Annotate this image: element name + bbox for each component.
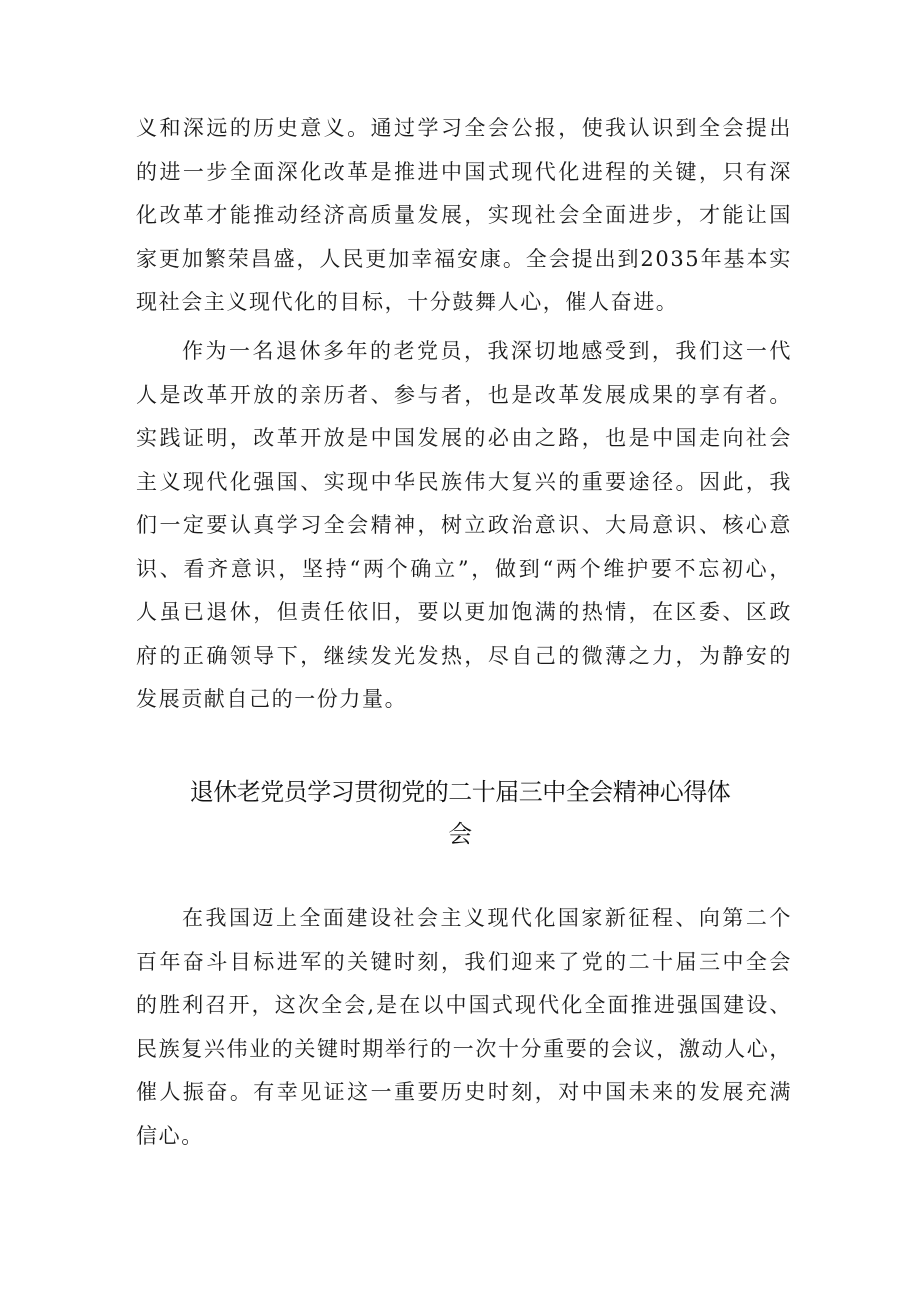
text-line: 民族复兴伟业的关键时期举行的一次十分重要的会议，激动人心， xyxy=(136,1036,792,1061)
paragraph-continuation xyxy=(136,107,792,325)
text-line: 信心。 xyxy=(136,1123,204,1148)
paragraph-retired-member xyxy=(136,330,792,722)
text-line: 家更加繁荣昌盛，人民更加幸福安康。全会提出到2035年基本实 xyxy=(136,246,792,271)
paragraph-intro xyxy=(136,897,792,1158)
text-line: 化改革才能推动经济高质量发展，实现社会全面进步，才能让国 xyxy=(136,203,792,227)
text-line: 人是改革开放的亲历者、参与者，也是改革发展成果的享有者。 xyxy=(136,382,792,407)
article-title xyxy=(0,771,920,855)
title-line: 退休老党员学习贯彻党的二十届三中全会精神心得体 xyxy=(189,778,731,806)
text-line: 现社会主义现代化的目标，十分鼓舞人心，催人奋进。 xyxy=(136,290,679,314)
text-line: 催人振奋。有幸见证这一重要历史时刻，对中国未来的发展充满 xyxy=(136,1080,792,1104)
text-line: 的胜利召开，这次全会,是在以中国式现代化全面推进强国建设、 xyxy=(136,993,792,1017)
text-line: 人虽已退休，但责任依旧，要以更加饱满的热情，在区委、区政 xyxy=(136,600,792,624)
text-line: 在我国迈上全面建设社会主义现代化国家新征程、向第二个 xyxy=(182,906,792,930)
text-line: 义和深远的历史意义。通过学习全会公报，使我认识到全会提出 xyxy=(136,116,792,140)
text-line: 主义现代化强国、实现中华民族伟大复兴的重要途径。因此，我 xyxy=(136,469,792,494)
text-line: 识、看齐意识，坚持“两个确立”，做到“两个维护要不忘初心， xyxy=(136,556,792,581)
text-line: 百年奋斗目标进军的关键时刻，我们迎来了党的二十届三中全会 xyxy=(136,949,792,974)
text-line: 实践证明，改革开放是中国发展的必由之路，也是中国走向社会 xyxy=(136,426,792,450)
text-line: 发展贡献自己的一份力量。 xyxy=(136,687,408,711)
text-line: 的进一步全面深化改革是推进中国式现代化进程的关键，只有深 xyxy=(136,159,792,184)
text-line: 府的正确领导下，继续发光发热，尽自己的微薄之力，为静安的 xyxy=(136,643,792,668)
text-line: 们一定要认真学习全会精神，树立政治意识、大局意识、核心意 xyxy=(136,513,792,537)
text-line: 作为一名退休多年的老党员，我深切地感受到，我们这一代 xyxy=(182,339,792,363)
title-line: 会 xyxy=(448,820,472,848)
